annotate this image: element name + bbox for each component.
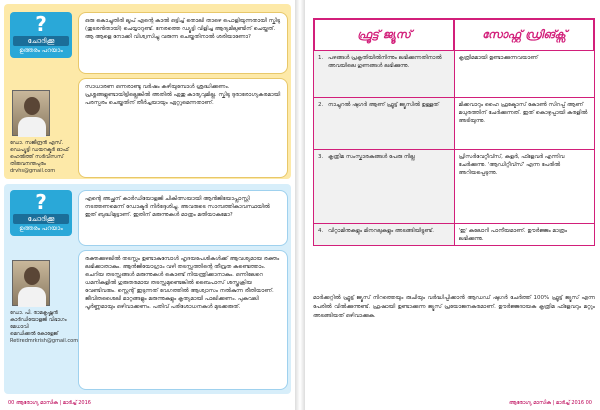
table-row <box>313 150 595 224</box>
right-page <box>305 0 600 410</box>
badge-sub: ഉത്തരം പറയാം <box>19 47 63 54</box>
table-row <box>313 98 595 150</box>
badge-label: ചോദിക്കൂ <box>13 36 69 46</box>
doctor-email: drvhs@gmail.com <box>10 168 56 174</box>
soft-cell: പ്രിസർവേറ്റീവ്സ്, കളർ, ഫ്ളേവർ എന്നിവ ചേർക്കുന്നു. 'ആഡിറ്റീവ്സ്' എന്ന പേരിൽ അറിയപ്പെടുന്നു. <box>455 150 595 223</box>
ask-badge <box>10 190 72 236</box>
badge-sub: ഉത്തരം പറയാം <box>19 225 63 232</box>
answer-text: സാധാരണ ഒന്നരാണ്ടു വർഷം കഴിയുമ്പോൾ ശ്രദ്ധിക്കണം. പ്രശ്നങ്ങളുണ്ടായിട്ടില്ലെങ്കിൽ അതിൽ ഏതു കാര്യവുമില്ല. സ്കിടു ദുരാരോഗ്യകരമായി പരസ്പരം ചെയ്തതിന് തീർച്ചയായും ഏറ്റുമെന്നതാണ്. <box>78 78 288 178</box>
doctor-role: കാർഡിയോളജി വിഭാഗം മേധാവി <box>10 317 67 330</box>
page-footer: 00 ആരോഗ്യ മാസിക | മാർച്ച് 2016 <box>8 400 91 406</box>
qa-section-1 <box>4 4 291 179</box>
soft-cell: 'ഇ' കലോറി പാനീയമാണ്. ഊർജ്ജം മാത്രം ലഭിക്കുന്നു. <box>455 224 595 245</box>
fruit-cell: 2. നാച്ചുറൽ ഷുഗർ ആണ് ഫ്രൂട്ട് ജ്യൂസിൽ ഉള്ളത് <box>314 98 455 149</box>
doctor-name: ഡോ. പി. രാമകൃഷ്ണൻ <box>10 310 58 316</box>
ask-badge <box>10 12 72 58</box>
doctor-place: മെഡിക്കൽ കോളേജ് <box>10 331 59 337</box>
answer-text: രക്തക്കുഴലിൽ തടസ്സം ഉണ്ടാകുമ്പോൾ ഹൃദയപേശികൾക്ക് ആവശ്യമായ രക്തം ലഭിക്കാതാകും. ആൻജിയോഗ്രാം വഴി തടസ്സത്തിന്റെ തീവ്രത കണ്ടെത്താം. ചെറിയ തടസ്സങ്ങൾ മരുന്നുകൾ കൊണ്ട് നിയന്ത്രിക്കാനാകും. ഒന്നിലേറെ ധമനികളിൽ ഗുരുതരമായ തടസ്സമുണ്ടെങ്കിൽ ബൈപാസ് ശസ്ത്രക്രിയ വേണ്ടിവരും. സ്റ്റെന്റ് ഇടുന്നത് വേഗത്തിൽ ആശ്വാസം നൽകുന്ന രീതിയാണ്. ജീവിതശൈലി മാറ്റങ്ങളും മരുന്നുകളും കൃത്യമായി പാലിക്കണം. പുകവലി പൂർണ്ണമായും ഒഴിവാക്കണം. പതിവ് പരിശോധനകൾ മുടക്കരുത്. <box>78 250 288 390</box>
comparison-table <box>313 18 595 246</box>
header-fruit-juice: ഫ്രൂട്ട് ജ്യൂസ് <box>315 20 455 50</box>
table-header <box>313 18 595 50</box>
doctor-photo <box>12 90 50 136</box>
doctor-name: ഡോ. സജീന്ദ്രൻ എസ്. <box>10 140 64 146</box>
left-page <box>0 0 295 410</box>
doctor-info <box>10 140 74 175</box>
fruit-cell: 4. വിറ്റാമിനുകളും മിനറലുകളും അടങ്ങിയിട്ടുണ്ട്. <box>314 224 455 245</box>
doctor-role: ഡെപ്യൂട്ടി ഡയറക്ടർ ഓഫ് ഹെൽത്ത് സർവീസസ് <box>10 147 69 160</box>
closing-paragraph: മാർക്കറ്റിൽ ഫ്രൂട്ട് ജ്യൂസ് നിറത്തെയും രുചിയും വർദ്ധിപ്പിക്കാൻ ആഡഡ് ഷുഗർ ചേർത്ത് 100% ഫ്രൂട്ട് ജ്യൂസ് എന്ന പേരിൽ വിൽക്കുന്നുണ്ട്. ഫ്രഷായി ഉണ്ടാക്കുന്ന ജ്യൂസ് പ്രയോജനകരമാണ്. ഊർജ്ജദായക കൃത്രിമ ഫ്ളേവറും മറ്റും അടങ്ങിയത് ഒഴിവാക്കുക. <box>313 295 595 319</box>
table-row <box>313 224 595 246</box>
doctor-email: Retiredmrkrish@gmail.com <box>10 338 79 344</box>
soft-cell: മിക്കവാറും ഹൈ ഫ്രക്ടോസ് കോൺ സിറപ്പ് ആണ് മധുരത്തിന് ചേർക്കുന്നത്. ഇത് കൊഴുപ്പായി കരളിൽ അടിയുന്നു. <box>455 98 595 149</box>
page-gutter <box>295 0 305 410</box>
fruit-cell: 3. കൃത്രിമ സംസ്കാരകങ്ങൾ പേരു നില്ല <box>314 150 455 223</box>
question-mark-icon: ? <box>35 190 47 214</box>
question-mark-icon: ? <box>35 12 47 36</box>
header-soft-drinks: സോഫ്റ്റ് ഡ്രിങ്ക്സ് <box>482 28 566 41</box>
doctor-photo <box>12 260 50 306</box>
table-row <box>313 50 595 98</box>
doctor-info <box>10 310 79 345</box>
doctor-place: തിരുവനന്തപുരം <box>10 161 46 167</box>
badge-label: ചോദിക്കൂ <box>13 214 69 224</box>
qa-section-2 <box>4 184 291 394</box>
question-text: ഒരു കൊച്ചുതിരി ലൂപ് എന്റെ കാൽ ഒട്ടിച്ച് തൊലി താഴെ പൊളിയുന്നതായി സ്കിടു (തുടരൻതായി) ചെയ്യാറുണ്ട്. നേരത്തെ ഡ്യൂട്ടി വിളിച്ച ആദ്യമിലുണ്ടിന് ചെയ്തത്. ആ ആളെ നോക്കി വിശ്വസിച്ചു വരുന്ന ചെയ്തതിനാൽ ശരിയാണോ? <box>78 12 288 74</box>
fruit-cell: 1. പഴങ്ങൾ പ്രകൃതിയിൽനിന്നും ലഭിക്കുന്നതിനാൽ അവയിലെ ഗുണങ്ങൾ ലഭിക്കുന്നു. <box>314 51 455 97</box>
page-footer: ആരോഗ്യ മാസിക | മാർച്ച് 2016 00 <box>509 400 592 406</box>
question-text: എന്റെ അച്ഛന് കാർഡിയോളജി ചികിത്സയായി ആൻജിയോപ്ലാസ്റ്റി നടത്തണമെന്ന് ഡോക്ടർ നിർദ്ദേശിച്ചു. അവരുടെ സാമ്പത്തികാവസ്ഥയിൽ ഇത് ബുദ്ധിമുട്ടാണ്. ഇതിന് മരുന്നുകൾ മാത്രം മതിയാകുമോ? <box>78 190 288 246</box>
soft-cell: കൃത്രിമമായി ഉണ്ടാക്കുന്നവയാണ് <box>455 51 595 97</box>
